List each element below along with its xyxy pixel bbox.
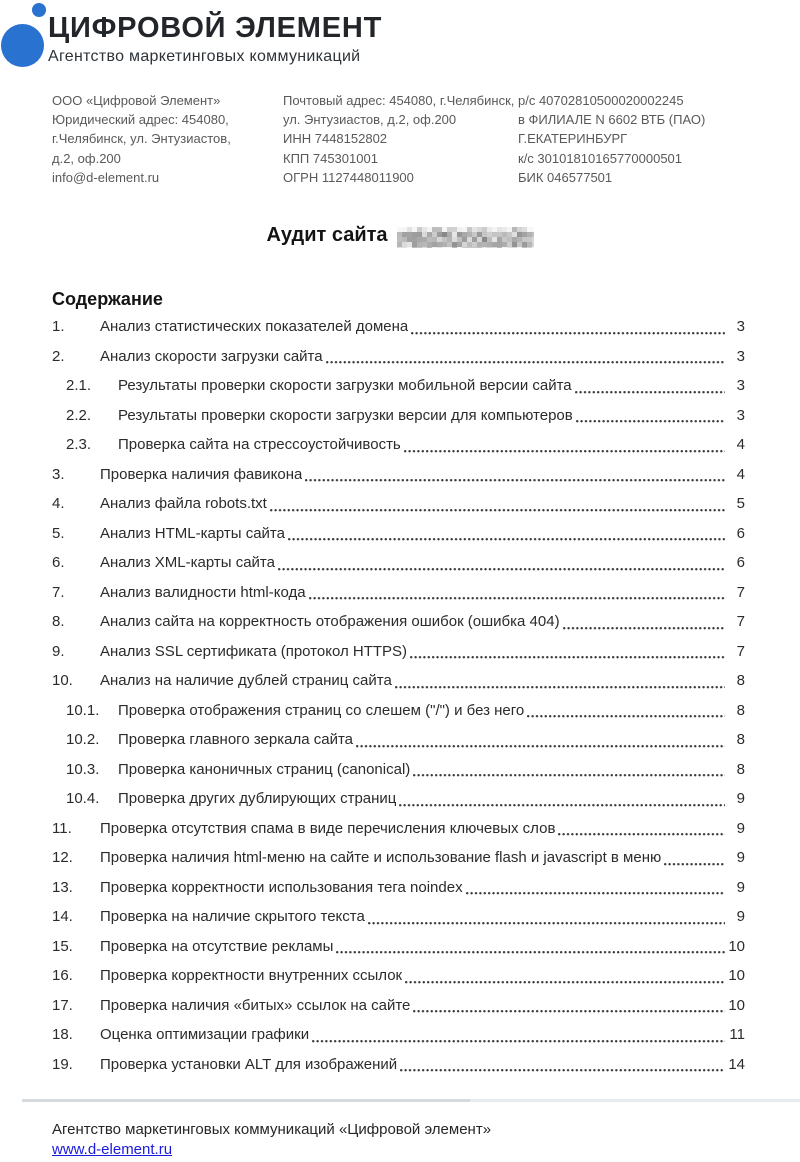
toc-leader-dots (267, 495, 727, 522)
toc-entry-page: 3 (736, 318, 745, 335)
contact-line: БИК 046577501 (518, 169, 613, 185)
toc-entry-label: Результаты проверки скорости загрузки версии для компьютеров (118, 406, 573, 424)
toc-leader-dots (285, 525, 727, 552)
toc-entry (52, 522, 745, 552)
table-of-contents (52, 288, 745, 1082)
toc-entry-number: 9. (52, 642, 65, 660)
toc-entry (52, 905, 745, 935)
toc-entry-page: 11 (729, 1026, 745, 1043)
logo-big-circle-icon (1, 24, 44, 67)
toc-leader-dots (572, 377, 727, 404)
toc-entry-label: Проверка установки ALT для изображений (100, 1055, 398, 1073)
contact-line: ОГРН 1127448011900 (283, 169, 414, 185)
toc-entry-label: Анализ сайта на корректность отображения ошибок (ошибка 404) (100, 613, 560, 630)
toc-entry-page: 10 (728, 996, 745, 1014)
toc-entry-page: 4 (736, 465, 745, 483)
toc-entry-number: 12. (52, 849, 73, 866)
toc-entry-page: 9 (736, 790, 745, 807)
toc-entry-page: 8 (736, 672, 745, 689)
contact-line: ИНН 7448152802 (283, 131, 388, 147)
contact-line: д.2, оф.200 (52, 150, 121, 166)
toc-leader-dots (463, 879, 727, 906)
contact-line: Почтовый адрес: 454080, г.Челябинск, (283, 93, 515, 108)
toc-entry-number: 3. (52, 465, 65, 483)
toc-entry-page: 3 (736, 347, 745, 365)
toc-leader-dots (353, 731, 727, 758)
contact-line: info@d-element.ru (52, 169, 160, 185)
toc-entry-label: Проверка отсутствия спама в виде перечисления ключевых слов (100, 819, 556, 837)
toc-leader-dots (396, 790, 727, 817)
toc-entry-number: 13. (52, 878, 73, 896)
toc-entry (52, 610, 745, 640)
toc-entry-page: 9 (736, 819, 745, 837)
toc-entry-label: Анализ SSL сертификата (протокол HTTPS) (100, 642, 408, 660)
contact-line: г.Челябинск, ул. Энтузиастов, (52, 131, 231, 147)
toc-entry-label: Анализ HTML-карты сайта (100, 524, 285, 542)
toc-entry-number: 6. (52, 554, 65, 571)
toc-entry-number: 4. (52, 495, 65, 512)
toc-entry-label: Проверка каноничных страниц (canonical) (118, 760, 411, 778)
contact-line: КПП 745301001 (283, 150, 378, 166)
toc-entry (52, 699, 745, 729)
toc-entry-number: 17. (52, 996, 73, 1014)
contact-line: ООО «Цифровой Элемент» (52, 93, 221, 108)
contact-line: к/с 30101810165770000501 (518, 150, 683, 166)
toc-entry-label: Анализ статистических показателей домена (100, 318, 409, 335)
toc-entry-label: Проверка наличия фавикона (100, 465, 303, 483)
toc-entry-number: 14. (52, 908, 73, 925)
contact-column-legal (52, 91, 283, 187)
toc-entry-page: 3 (736, 406, 745, 424)
toc-entry-label: Проверка других дублирующих страниц (118, 790, 397, 807)
toc-entry-label: Результаты проверки скорости загрузки мобильной версии сайта (118, 377, 572, 394)
contact-line: ул. Энтузиастов, д.2, оф.200 (283, 112, 457, 128)
toc-entry-label: Проверка на отсутствие рекламы (100, 937, 334, 955)
toc-leader-dots (306, 584, 727, 611)
document-title (0, 224, 800, 247)
toc-entry-number: 2.3. (66, 436, 92, 453)
toc-entry-page: 10 (728, 937, 745, 955)
toc-leader-dots (275, 554, 727, 581)
brand-tagline: Агентство маркетинговых коммуникаций (48, 48, 361, 65)
toc-entry-page: 7 (736, 613, 745, 630)
toc-entry (52, 1053, 745, 1083)
toc-entry-label: Проверка отображения страниц со слешем ("/") и без него (118, 701, 525, 719)
footer-divider (22, 1099, 800, 1102)
toc-entry (52, 787, 745, 817)
toc-entry (52, 935, 745, 965)
contact-line: р/с 40702810500020002245 (518, 93, 684, 108)
toc-entry (52, 463, 745, 493)
toc-entry (52, 492, 745, 522)
toc-entry-label: Проверка корректности внутренних ссылок (100, 967, 403, 984)
toc-leader-dots (397, 1056, 727, 1083)
contact-column-postal (283, 91, 518, 187)
toc-entry-number: 2. (52, 347, 65, 365)
contact-line: в ФИЛИАЛЕ N 6602 ВТБ (ПАО) (518, 112, 706, 128)
toc-entry-page: 3 (736, 377, 745, 394)
toc-leader-dots (555, 820, 727, 847)
toc-leader-dots (573, 407, 727, 434)
toc-entry-label: Анализ файла robots.txt (100, 495, 267, 512)
contact-column-bank (518, 91, 760, 187)
toc-leader-dots (309, 1026, 727, 1053)
toc-entry-label: Проверка наличия html-меню на сайте и использование flash и javascript в меню (100, 849, 662, 866)
toc-entry-page: 5 (736, 495, 745, 512)
toc-entry-number: 15. (52, 937, 73, 955)
contact-line: Г.ЕКАТЕРИНБУРГ (518, 131, 628, 147)
toc-leader-dots (402, 967, 727, 994)
toc-entry-page: 10 (728, 967, 745, 984)
toc-entry-number: 10.1. (66, 701, 100, 719)
toc-leader-dots (661, 849, 727, 876)
contact-line: Юридический адрес: 454080, (52, 112, 229, 128)
toc-entry (52, 876, 745, 906)
toc-entry-page: 6 (736, 524, 745, 542)
footer-website-link[interactable]: www.d-element.ru (52, 1141, 173, 1158)
toc-leader-dots (365, 908, 727, 935)
toc-entry-label: Анализ валидности html-кода (100, 583, 306, 601)
toc-entry-label: Проверка корректности использования тега noindex (100, 878, 463, 896)
toc-entry-label: Анализ на наличие дублей страниц сайта (100, 672, 392, 689)
toc-entry-number: 18. (52, 1026, 73, 1043)
toc-entry-page: 14 (728, 1055, 745, 1073)
toc-leader-dots (392, 672, 727, 699)
toc-entry-page: 4 (736, 436, 745, 453)
toc-entry-number: 11. (52, 819, 72, 837)
toc-entry-label: Анализ XML-карты сайта (100, 554, 275, 571)
toc-entry (52, 669, 745, 699)
toc-entry (52, 640, 745, 670)
document-title-text: Аудит сайта (266, 224, 388, 246)
toc-entry (52, 964, 745, 994)
toc-heading: Содержание (52, 289, 163, 309)
logo-small-circle-icon (32, 3, 46, 17)
toc-entry-label: Проверка сайта на стрессоустойчивость (118, 436, 401, 453)
toc-entry-number: 10.3. (66, 760, 100, 778)
toc-entry-number: 5. (52, 524, 65, 542)
contacts-block (52, 91, 760, 187)
toc-entry-page: 7 (736, 642, 745, 660)
brand-block (48, 11, 382, 67)
toc-leader-dots (524, 702, 727, 729)
toc-entry (52, 846, 745, 876)
toc-entry-number: 16. (52, 967, 73, 984)
redacted-site-name (397, 227, 534, 248)
toc-entry-page: 6 (736, 554, 745, 571)
toc-entry-page: 8 (736, 701, 745, 719)
toc-entry (52, 374, 745, 404)
toc-entry-page: 8 (736, 760, 745, 778)
toc-entry-page: 9 (736, 908, 745, 925)
toc-entry-page: 9 (736, 849, 745, 866)
toc-entry (52, 315, 745, 345)
toc-leader-dots (407, 643, 727, 670)
toc-entry-label: Проверка на наличие скрытого текста (100, 908, 365, 925)
toc-entry (52, 551, 745, 581)
toc-entry-number: 10.4. (66, 790, 100, 807)
footer-agency-text: Агентство маркетинговых коммуникаций «Цифровой элемент» (52, 1121, 492, 1138)
toc-entry-number: 7. (52, 583, 65, 601)
toc-entry-page: 7 (736, 583, 745, 601)
toc-entry (52, 728, 745, 758)
toc-entry (52, 758, 745, 788)
toc-leader-dots (410, 761, 727, 788)
toc-leader-dots (333, 938, 727, 965)
toc-entry-number: 10.2. (66, 731, 100, 748)
toc-entry-label: Анализ скорости загрузки сайта (100, 347, 323, 365)
toc-entry-label: Оценка оптимизации графики (100, 1026, 310, 1043)
toc-entry-number: 1. (52, 318, 65, 335)
toc-leader-dots (401, 436, 727, 463)
toc-entry (52, 581, 745, 611)
toc-leader-dots (410, 997, 727, 1024)
toc-entry (52, 433, 745, 463)
toc-entry-label: Проверка наличия «битых» ссылок на сайте (100, 996, 411, 1014)
toc-entry-number: 2.2. (66, 406, 92, 424)
toc-leader-dots (560, 613, 727, 640)
toc-entry (52, 817, 745, 847)
toc-leader-dots (302, 466, 727, 493)
brand-name: ЦИФРОВОЙ ЭЛЕМЕНТ (48, 12, 383, 44)
toc-entry-label: Проверка главного зеркала сайта (118, 731, 353, 748)
toc-entry-page: 8 (736, 731, 745, 748)
toc-entry-number: 8. (52, 613, 65, 630)
toc-entry (52, 994, 745, 1024)
toc-leader-dots (323, 348, 727, 375)
company-logo-icon (1, 2, 51, 70)
toc-entry-page: 9 (736, 878, 745, 896)
toc-leader-dots (408, 318, 727, 345)
toc-entry (52, 1023, 745, 1053)
toc-entry (52, 345, 745, 375)
toc-list (52, 315, 745, 1082)
toc-entry-number: 19. (52, 1055, 73, 1073)
toc-entry (52, 404, 745, 434)
toc-entry-number: 2.1. (66, 377, 92, 394)
toc-entry-number: 10. (52, 672, 73, 689)
